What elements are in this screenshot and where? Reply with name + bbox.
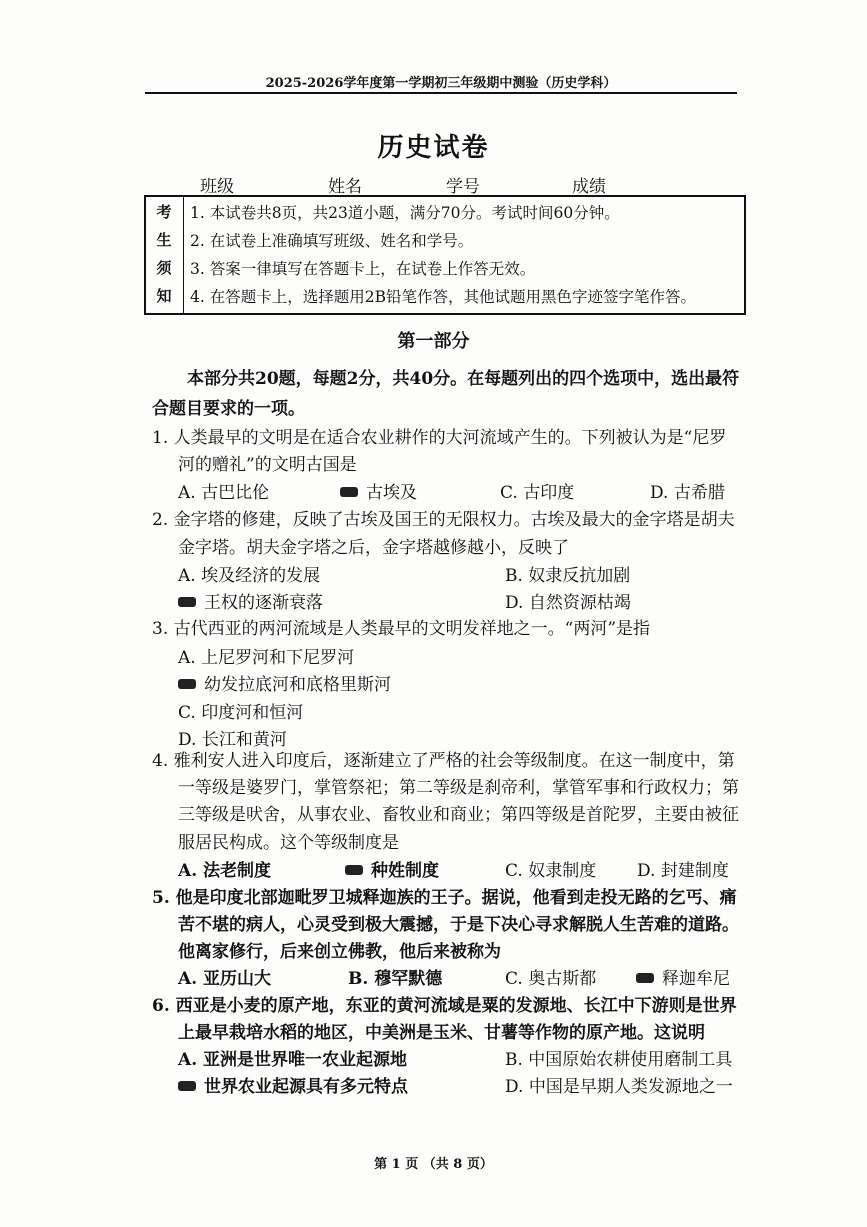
id-field[interactable] [446,172,492,197]
page-title: 历史试卷 [377,133,490,163]
option-a[interactable]: A. 埃及经济的发展 [178,566,321,586]
filled-answer-mark [340,487,358,497]
option-b[interactable]: B. 穆罕默德 [348,969,443,989]
header-rule [145,92,737,94]
option-d-marked[interactable] [636,964,730,989]
option-d[interactable]: D. 古希腊 [650,483,725,503]
question-stem: 4. 雅利安人进入印度后，逐渐建立了严格的社会等级制度。在这一制度中，第 [152,751,735,771]
student-info-row [200,172,720,196]
notice-label-char: 考 [156,203,172,221]
question-stem: 6. 西亚是小麦的原产地，东亚的黄河流域是粟的发源地、长江中下游则是世界 [152,996,737,1016]
filled-answer-mark [636,973,654,983]
option-c[interactable]: C. 印度河和恒河 [178,703,304,723]
option-a[interactable]: A. 亚洲是世界唯一农业起源地 [178,1050,408,1070]
notice-item: 3. 答案一律填写在答题卡上，在试卷上作答无效。 [190,260,536,278]
notice-label-char: 须 [156,259,172,277]
score-label: 成绩 [572,177,606,197]
section-intro: 合题目要求的一项。 [152,399,305,419]
notice-item: 4. 在答题卡上，选择题用2B铅笔作答，其他试题用黑色字迹签字笔作答。 [190,288,696,306]
question-stem: 上最早栽培水稻的地区，中美洲是玉米、甘薯等作物的原产地。这说明 [178,1023,705,1043]
question-stem: 1. 人类最早的文明是在适合农业耕作的大河流域产生的。下列被认为是“尼罗 [152,428,727,448]
exam-header: 2025-2026学年度第一学期初三年级期中测验（历史学科） [265,76,617,91]
option-text: 释迦牟尼 [662,969,730,989]
section-intro: 本部分共20题，每题2分，共40分。在每题列出的四个选项中，选出最符 [187,369,740,389]
filled-answer-mark [345,865,363,875]
option-b-marked[interactable] [178,670,391,695]
name-label: 姓名 [328,177,362,197]
exam-notice-box [144,195,746,315]
class-label: 班级 [200,177,234,197]
option-c[interactable]: C. 奥古斯都 [505,969,597,989]
question-stem: 5. 他是印度北部迦毗罗卫城释迦族的王子。据说，他看到走投无路的乞丐、痛 [152,888,737,908]
option-c[interactable]: C. 古印度 [500,483,575,503]
option-a[interactable]: A. 上尼罗河和下尼罗河 [178,648,355,668]
option-a[interactable]: A. 法老制度 [178,861,272,881]
option-a[interactable]: A. 古巴比伦 [178,483,270,503]
filled-answer-mark [178,597,196,607]
option-c-marked[interactable] [178,1072,408,1097]
name-field[interactable] [328,172,444,197]
option-c-marked[interactable] [178,588,323,613]
option-b-marked[interactable] [345,856,439,881]
option-d[interactable]: D. 长江和黄河 [178,730,287,750]
question-stem: 一等级是婆罗门，掌管祭祀；第二等级是刹帝利，掌管军事和行政权力；第 [178,778,739,798]
option-text: 幼发拉底河和底格里斯河 [204,675,391,695]
question-stem: 服居民构成。这个等级制度是 [178,833,399,853]
notice-item: 1. 本试卷共8页，共23道小题，满分70分。考试时间60分钟。 [190,204,620,222]
option-b-marked[interactable] [340,478,417,503]
notice-item: 2. 在试卷上准确填写班级、姓名和学号。 [190,232,474,250]
option-c[interactable]: C. 奴隶制度 [505,861,597,881]
question-stem: 2. 金字塔的修建，反映了古埃及国王的无限权力。古埃及最大的金字塔是胡夫 [152,510,735,530]
option-d[interactable]: D. 中国是早期人类发源地之一 [505,1077,733,1097]
filled-answer-mark [178,679,196,689]
option-text: 王权的逐渐衰落 [204,593,323,613]
notice-label-char: 知 [156,287,172,305]
page-footer: 第 1 页 （共 8 页） [374,1157,493,1172]
class-field[interactable] [200,172,316,197]
question-stem: 3. 古代西亚的两河流域是人类最早的文明发祥地之一。“两河”是指 [152,619,651,639]
question-stem: 苦不堪的病人，心灵受到极大震撼，于是下决心寻求解脱人生苦难的道路。 [178,915,739,935]
option-text: 种姓制度 [371,861,439,881]
option-d[interactable]: D. 自然资源枯竭 [505,593,631,613]
question-stem: 河的赠礼”的文明古国是 [178,455,357,475]
option-text: 古埃及 [366,483,417,503]
option-d[interactable]: D. 封建制度 [637,861,729,881]
option-b[interactable]: B. 中国原始农耕使用磨制工具 [505,1050,733,1070]
question-stem: 三等级是吠舍，从事农业、畜牧业和商业；第四等级是首陀罗，主要由被征 [178,805,739,825]
id-label: 学号 [446,177,480,197]
option-b[interactable]: B. 奴隶反抗加剧 [505,566,631,586]
notice-label [146,197,184,313]
notice-label-char: 生 [156,231,172,249]
filled-answer-mark [178,1081,196,1091]
section-title: 第一部分 [397,331,470,352]
score-field[interactable] [572,172,688,197]
option-text: 世界农业起源具有多元特点 [204,1077,408,1097]
question-stem: 他离家修行，后来创立佛教，他后来被称为 [178,942,501,962]
question-stem: 金字塔。胡夫金字塔之后，金字塔越修越小，反映了 [178,538,569,558]
option-a[interactable]: A. 亚历山大 [178,969,272,989]
